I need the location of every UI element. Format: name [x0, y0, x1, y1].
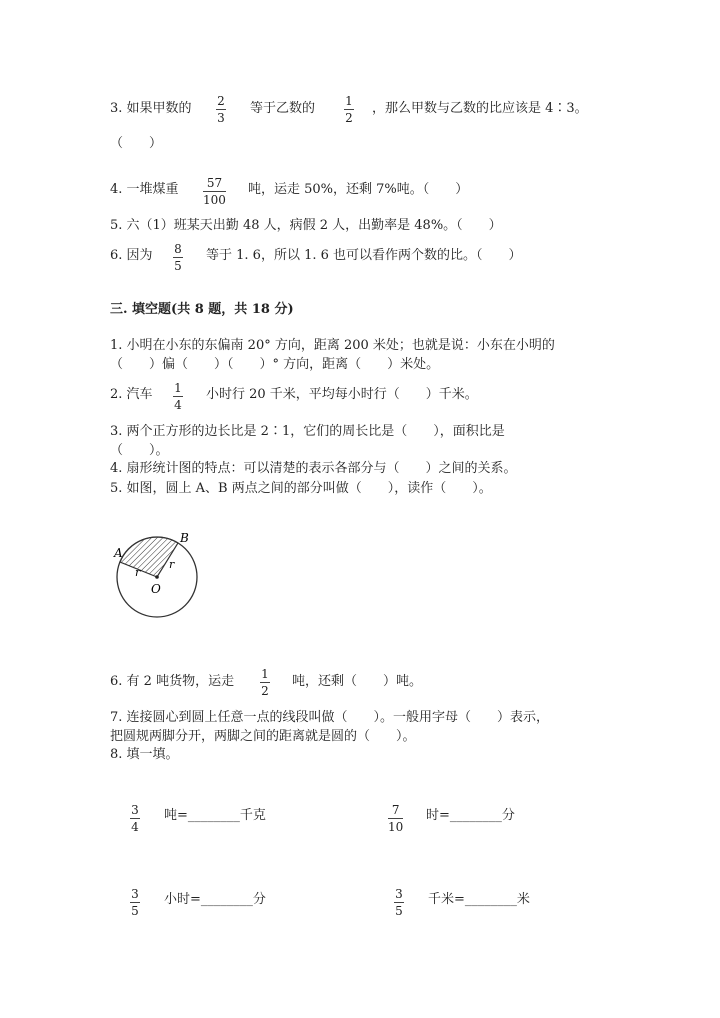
fill-q6-fraction: 1 2 [261, 667, 269, 698]
section3-title: 三. 填空题(共 8 题，共 18 分) [110, 302, 294, 317]
fill-q8-title: 8. 填一填。 [110, 747, 179, 762]
fill-q7-line1[interactable]: 7. 连接圆心到圆上任意一点的线段叫做（ ）。一般用字母（ ）表示， [110, 710, 550, 725]
judge-q3-middle: 等于乙数的 [250, 101, 316, 116]
judge-q5: 5. 六（1）班某天出勤 48 人，病假 2 人，出勤率是 48%。（ ） [110, 218, 502, 233]
fill-q2-prefix: 2. 汽车 [110, 387, 153, 402]
fill-q8-item-1-fraction: 3 4 [131, 803, 139, 834]
judge-q6-fraction: 8 5 [174, 242, 182, 273]
judge-q4-prefix: 4. 一堆煤重 [110, 182, 179, 197]
fill-q6-prefix: 6. 有 2 吨货物，运走 [110, 674, 235, 689]
fill-q8-item-4-text[interactable]: 千米=________米 [428, 892, 530, 907]
judge-q3-suffix: ，那么甲数与乙数的比应该是 4∶3。 [372, 101, 588, 116]
fill-q7-line2[interactable]: 把圆规两脚分开，两脚之间的距离就是圆的（ ）。 [110, 729, 416, 744]
judge-q4-fraction: 57 100 [203, 176, 226, 207]
judge-q3-fraction-1: 2 3 [217, 94, 225, 125]
fill-q5[interactable]: 5. 如图，圆上 A、B 两点之间的部分叫做（ ），读作（ ）。 [110, 481, 492, 496]
center-point [155, 575, 159, 579]
fill-q8-item-2-text[interactable]: 时=________分 [426, 808, 515, 823]
fill-q8-item-1-text[interactable]: 吨=________千克 [164, 808, 266, 823]
label-r-right: r [169, 558, 175, 571]
judge-q3-prefix: 3. 如果甲数的 [110, 101, 192, 116]
fill-q1-line1: 1. 小明在小东的东偏南 20° 方向，距离 200 米处；也就是说：小东在小明的 [110, 338, 555, 353]
label-r-left: r [135, 566, 141, 579]
judge-q6-prefix: 6. 因为 [110, 248, 153, 263]
fill-q8-item-4-fraction: 3 5 [395, 887, 403, 918]
fill-q4[interactable]: 4. 扇形统计图的特点：可以清楚的表示各部分与（ ）之间的关系。 [110, 461, 517, 476]
fill-q1-line2[interactable]: （ ）偏（ ）（ ）° 方向，距离（ ）米处。 [110, 357, 440, 372]
fill-q2-fraction: 1 4 [174, 381, 182, 412]
label-o: O [151, 582, 161, 596]
fill-q8-item-2-fraction: 7 10 [388, 803, 404, 834]
fill-q8-item-3-fraction: 3 5 [131, 887, 139, 918]
fill-q3-line1[interactable]: 3. 两个正方形的边长比是 2∶1，它们的周长比是（ ），面积比是 [110, 424, 505, 439]
fill-q2-suffix[interactable]: 小时行 20 千米，平均每小时行（ ）千米。 [206, 387, 478, 402]
circle-sector-figure [110, 528, 202, 620]
label-b: B [180, 531, 189, 545]
fill-q3-line2[interactable]: （ ）。 [110, 443, 169, 458]
judge-q6-suffix: 等于 1. 6，所以 1. 6 也可以看作两个数的比。（ ） [206, 248, 522, 263]
judge-q3-answer-paren[interactable]: （ ） [110, 136, 163, 151]
fill-q6-suffix[interactable]: 吨，还剩（ ）吨。 [292, 674, 423, 689]
judge-q3-fraction-2: 1 2 [345, 94, 353, 125]
judge-q4-suffix: 吨，运走 50%，还剩 7%吨。（ ） [248, 182, 469, 197]
fill-q8-item-3-text[interactable]: 小时=________分 [164, 892, 266, 907]
label-a: A [114, 546, 123, 560]
